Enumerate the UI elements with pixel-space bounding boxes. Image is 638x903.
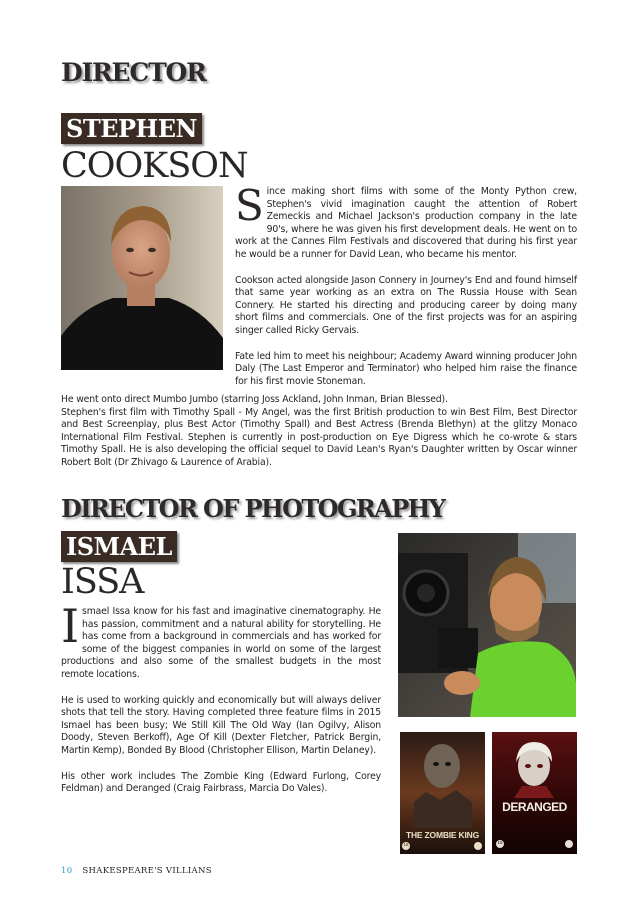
dop-bio-text-1: smael Issa know for his fast and imaginative cinematography. He has passion, commitment and a natural ability for storytelling. He has come from a background in commercials and has worked for some of the biggest companies in world on some of the largest productions and also some of the smallest budgets in the most remote locations. — [61, 606, 381, 680]
dop-bio-paragraph-3: His other work includes The Zombie King (Edward Furlong, Corey Feldman) and Deranged (Craig Fairbrass, Marcia Do Vales). — [61, 770, 381, 795]
zombie-king-poster — [400, 732, 485, 854]
dop-heading: DIRECTOR OF PHOTOGRAPHY — [61, 494, 445, 523]
dop-bio-paragraph-2: He is used to working quickly and economically but will always deliver shots that tell the story. Having completed three feature films in 2015 Ismael has been busy; We Still Kill The Old Way (Ian Ogilvy, Alison Doody, Steven Berkoff), Age Of Kill (Dexter Fletcher, Patrick Bergin, Martin Kemp), Bonded By Blood (Christopher Ellison, Martin Delaney). — [61, 694, 381, 756]
director-last-name: COOKSON — [61, 146, 248, 186]
dop-bio-column — [61, 599, 381, 796]
zombie-king-title: THE ZOMBIE KING — [405, 830, 480, 840]
director-bio-text-1: ince making short films with some of the Monty Python crew, Stephen's vivid imagination caught the attention of Robert Zemeckis and Michael Jackson's production company in the late 90's, where he was given his first development deals. He went on to work at the Cannes Film Festivals and discovered that during his first year he would be a runner for David Lean, who became his mentor. — [235, 186, 577, 260]
director-bio-paragraph-5: Stephen's first film with Timothy Spall - My Angel, was the first British production to win Best Film, Best Director and Best Screenplay, plus Best Actor (Timothy Spall) and Best Actress (Brenda Blethyn) at the glitzy Monaco International Film Festival. Stephen is currently in post-production on Eye Digress which he co-wrote & stars Timothy Spall. He is also developing the official sequel to David Lean's Ryan's Daughter written by Oscar winner Robert Bolt (Dr Zhivago & Laurence of Arabia). — [61, 406, 577, 468]
page-number: 10 — [61, 866, 73, 876]
director-bio-paragraph-3: Fate led him to meet his neighbour; Academy Award winning producer John Daly (The Last Emperor and Terminator) who helped him raise the finance for his first movie Stoneman. — [235, 350, 577, 387]
zombie-king-rating: 15 — [403, 842, 409, 847]
director-bio-column — [235, 181, 577, 388]
ismael-issa-photo — [398, 533, 576, 717]
dop-first-name: ISMAEL — [61, 531, 177, 562]
stephen-cookson-photo — [61, 186, 223, 370]
director-heading: DIRECTOR — [61, 58, 206, 87]
director-bio-paragraph-1 — [235, 181, 577, 262]
director-bio-paragraph-4: He went onto direct Mumbo Jumbo (starring Joss Ackland, John Inman, Brian Blessed). — [61, 394, 448, 405]
footer-title: SHAKESPEARE'S VILLIANS — [82, 866, 212, 876]
director-first-name: STEPHEN — [61, 113, 202, 144]
dop-last-name: ISSA — [61, 562, 144, 602]
director-dropcap: S — [235, 181, 264, 230]
director-bio-paragraph-2: Cookson acted alongside Jason Connery in Journey's End and found himself that same year working as an extra on The Russia House with Sean Connery. He started his directing and producing career by doing many short films and commercials. One of the first projects was for an aspiring singer called Ricky Gervais. — [235, 274, 577, 336]
deranged-title: DERANGED — [502, 800, 567, 814]
deranged-rating: 15 — [497, 840, 503, 845]
director-bio-full-width — [61, 394, 577, 470]
dop-bio-paragraph-1 — [61, 599, 381, 682]
page-footer — [61, 866, 212, 876]
deranged-poster — [492, 732, 577, 854]
dop-dropcap: I — [61, 599, 80, 653]
